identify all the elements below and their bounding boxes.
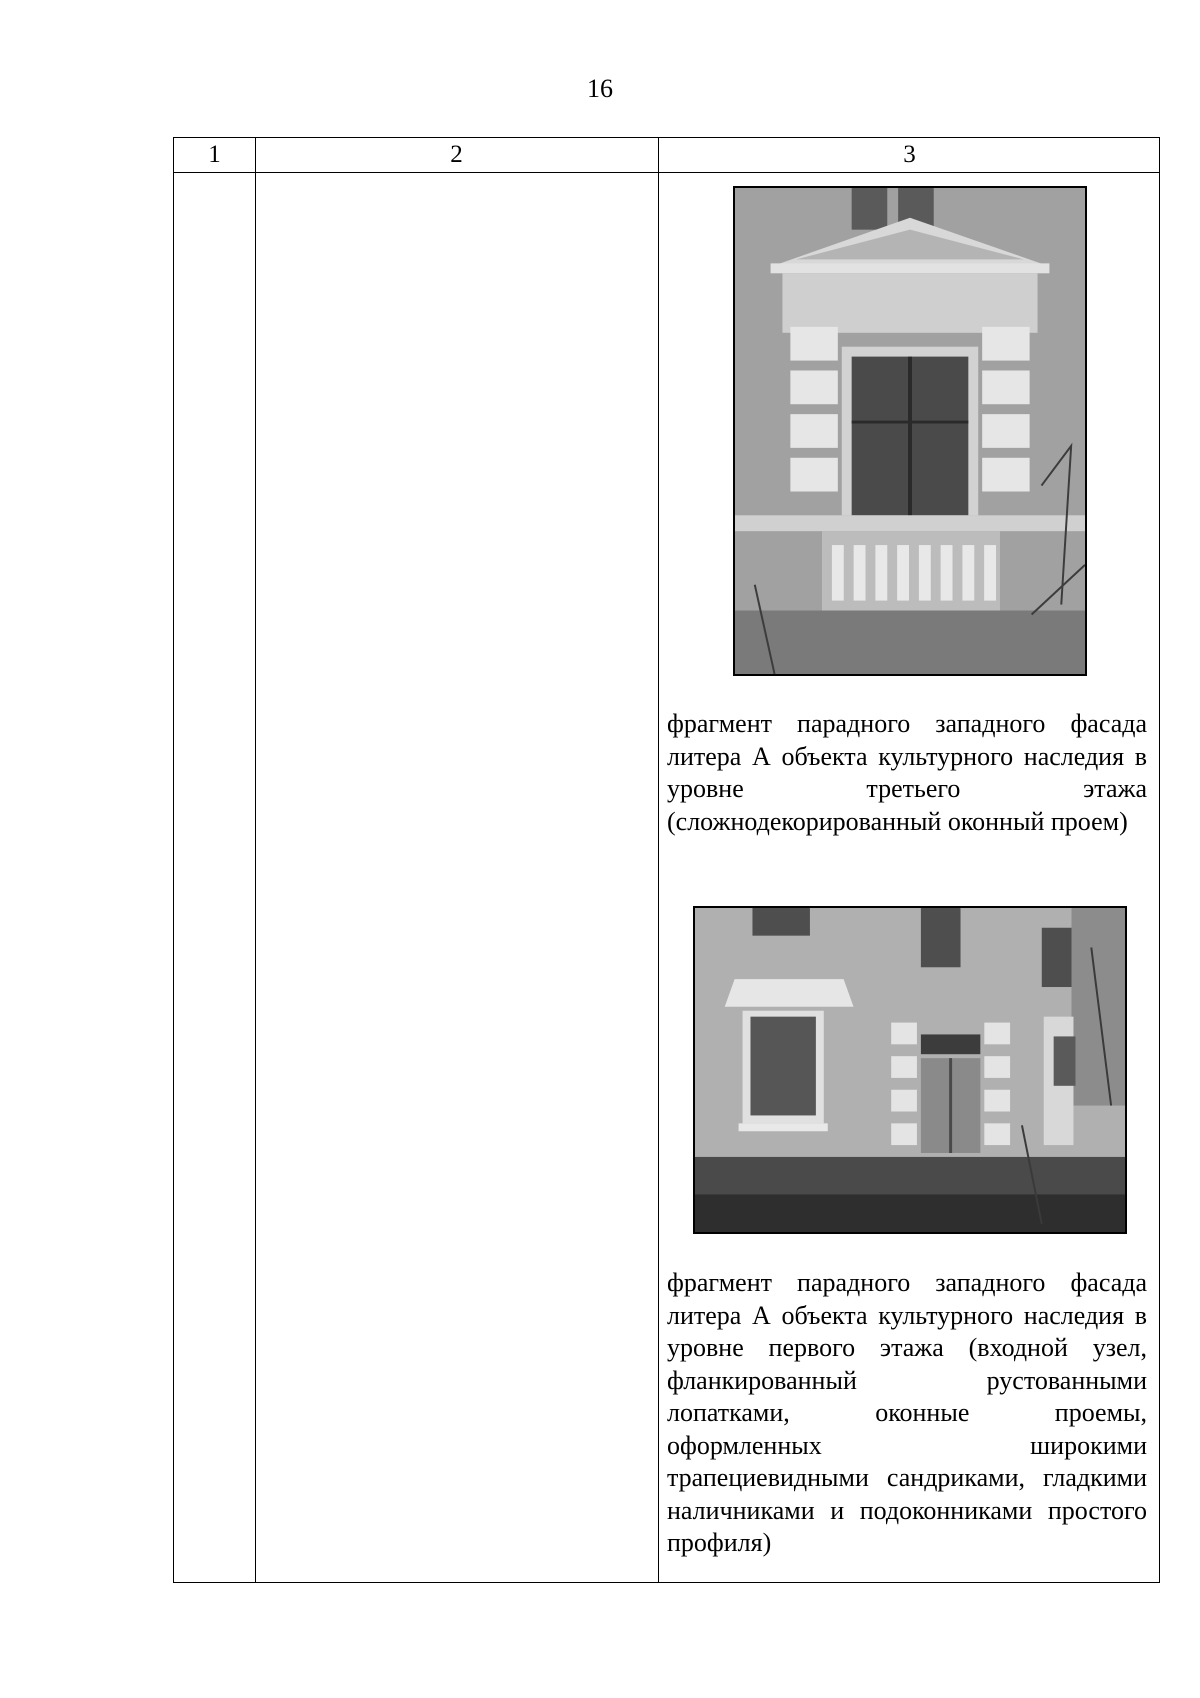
column-header-3: 3 bbox=[903, 141, 916, 168]
page-number: 16 bbox=[587, 74, 613, 103]
building-facade-window-photo-icon bbox=[735, 188, 1085, 674]
column-header-2: 2 bbox=[450, 141, 463, 168]
data-table bbox=[173, 137, 1160, 1583]
column-header-1: 1 bbox=[208, 141, 221, 168]
column-divider-2 bbox=[658, 138, 659, 1582]
facade-entrance-photo bbox=[693, 906, 1127, 1234]
column-divider-1 bbox=[255, 138, 256, 1582]
photo-caption-2: фрагмент парадного западного фасада литера А объекта культурного наследия в уровне первого этажа (входной узел, фланкированный рустованными лопатками, оконные проемы, оформленных широкими трапециевидными сандриками, гладкими наличниками и подоконниками простого профиля) bbox=[667, 1268, 1147, 1557]
building-facade-entrance-photo-icon bbox=[695, 908, 1125, 1232]
photo-caption-1: фрагмент парадного западного фасада литера А объекта культурного наследия в уровне третьего этажа (сложнодекорированный оконный проем) bbox=[667, 709, 1147, 836]
header-divider bbox=[174, 172, 1159, 173]
facade-window-photo bbox=[733, 186, 1087, 676]
